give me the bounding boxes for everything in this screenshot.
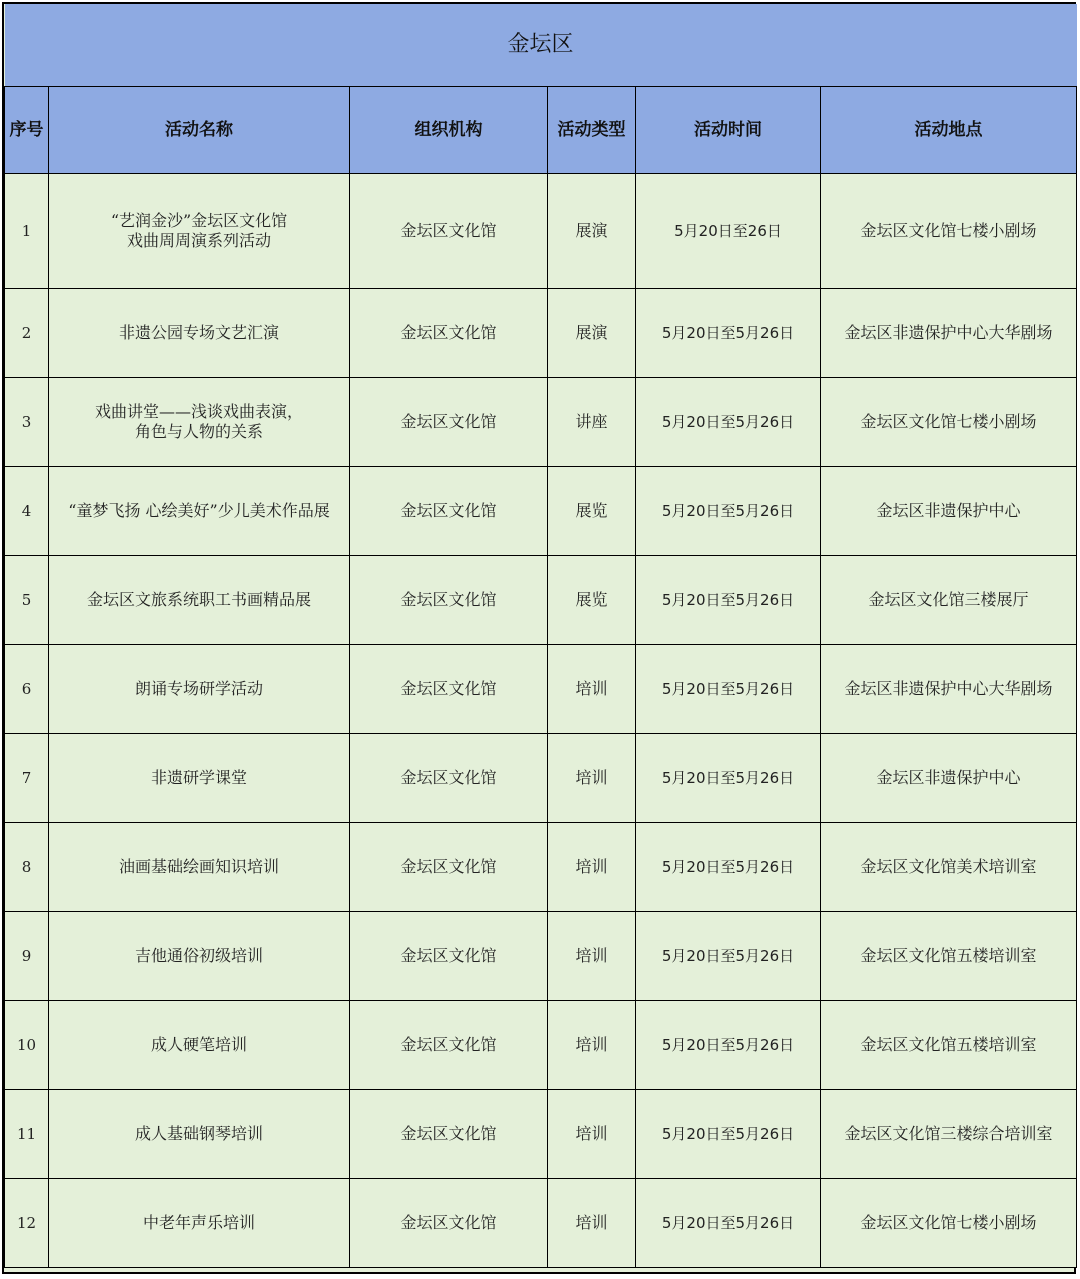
cell-activity-name: 非遗研学课堂 [49, 734, 350, 823]
cell-organization: 金坛区文化馆 [350, 174, 548, 289]
cell-activity-time: 5月20日至5月26日 [636, 378, 821, 467]
table-row [5, 1179, 1077, 1268]
cell-activity-type: 培训 [548, 912, 636, 1001]
table-row [5, 912, 1077, 1001]
cell-activity-time: 5月20日至5月26日 [636, 645, 821, 734]
title-row [5, 4, 1077, 87]
cell-activity-type: 讲座 [548, 378, 636, 467]
schedule-sheet [2, 2, 1076, 1274]
cell-activity-type: 展览 [548, 467, 636, 556]
cell-no: 10 [5, 1001, 49, 1090]
cell-no: 8 [5, 823, 49, 912]
cell-no: 3 [5, 378, 49, 467]
cell-organization: 金坛区文化馆 [350, 645, 548, 734]
cell-activity-type: 展演 [548, 174, 636, 289]
cell-activity-type: 展演 [548, 289, 636, 378]
cell-organization: 金坛区文化馆 [350, 467, 548, 556]
cell-activity-place: 金坛区非遗保护中心大华剧场 [821, 289, 1077, 378]
cell-organization: 金坛区文化馆 [350, 1001, 548, 1090]
cell-activity-time: 5月20日至5月26日 [636, 1090, 821, 1179]
table-row [5, 467, 1077, 556]
cell-activity-place: 金坛区文化馆五楼培训室 [821, 1001, 1077, 1090]
cell-activity-type: 培训 [548, 1001, 636, 1090]
cell-no: 11 [5, 1090, 49, 1179]
cell-activity-place: 金坛区文化馆七楼小剧场 [821, 174, 1077, 289]
table-body [5, 174, 1077, 1268]
cell-organization: 金坛区文化馆 [350, 1179, 548, 1268]
cell-activity-name: 油画基础绘画知识培训 [49, 823, 350, 912]
table-row [5, 1090, 1077, 1179]
table-row [5, 378, 1077, 467]
cell-activity-type: 培训 [548, 1090, 636, 1179]
header-no: 序号 [5, 87, 49, 174]
cell-activity-place: 金坛区文化馆三楼综合培训室 [821, 1090, 1077, 1179]
cell-activity-type: 展览 [548, 556, 636, 645]
cell-no: 1 [5, 174, 49, 289]
cell-organization: 金坛区文化馆 [350, 912, 548, 1001]
cell-activity-time: 5月20日至5月26日 [636, 467, 821, 556]
header-time: 活动时间 [636, 87, 821, 174]
cell-organization: 金坛区文化馆 [350, 734, 548, 823]
cell-activity-type: 培训 [548, 823, 636, 912]
cell-organization: 金坛区文化馆 [350, 1090, 548, 1179]
cell-activity-place: 金坛区文化馆七楼小剧场 [821, 1179, 1077, 1268]
table-row [5, 174, 1077, 289]
cell-organization: 金坛区文化馆 [350, 556, 548, 645]
cell-activity-name: “艺润金沙”金坛区文化馆 戏曲周周演系列活动 [49, 174, 350, 289]
table-row [5, 1001, 1077, 1090]
cell-activity-name: 吉他通俗初级培训 [49, 912, 350, 1001]
cell-activity-place: 金坛区文化馆三楼展厅 [821, 556, 1077, 645]
table-row [5, 823, 1077, 912]
cell-activity-place: 金坛区文化馆美术培训室 [821, 823, 1077, 912]
cell-activity-name: 成人基础钢琴培训 [49, 1090, 350, 1179]
cell-no: 12 [5, 1179, 49, 1268]
table-row [5, 289, 1077, 378]
cell-organization: 金坛区文化馆 [350, 289, 548, 378]
cell-activity-time: 5月20日至5月26日 [636, 1001, 821, 1090]
header-name: 活动名称 [49, 87, 350, 174]
cell-no: 6 [5, 645, 49, 734]
cell-activity-name: “童梦飞扬 心绘美好”少儿美术作品展 [49, 467, 350, 556]
cell-activity-type: 培训 [548, 1179, 636, 1268]
cell-activity-time: 5月20日至5月26日 [636, 556, 821, 645]
cell-no: 4 [5, 467, 49, 556]
header-type: 活动类型 [548, 87, 636, 174]
cell-no: 5 [5, 556, 49, 645]
cell-no: 7 [5, 734, 49, 823]
cell-no: 9 [5, 912, 49, 1001]
table-row [5, 645, 1077, 734]
cell-activity-type: 培训 [548, 645, 636, 734]
header-place: 活动地点 [821, 87, 1077, 174]
cell-activity-place: 金坛区文化馆五楼培训室 [821, 912, 1077, 1001]
cell-activity-place: 金坛区文化馆七楼小剧场 [821, 378, 1077, 467]
cell-organization: 金坛区文化馆 [350, 823, 548, 912]
cell-activity-name: 非遗公园专场文艺汇演 [49, 289, 350, 378]
cell-activity-place: 金坛区非遗保护中心大华剧场 [821, 645, 1077, 734]
cell-activity-name: 金坛区文旅系统职工书画精品展 [49, 556, 350, 645]
cell-activity-time: 5月20日至5月26日 [636, 289, 821, 378]
cell-activity-name: 朗诵专场研学活动 [49, 645, 350, 734]
cell-activity-place: 金坛区非遗保护中心 [821, 734, 1077, 823]
cell-organization: 金坛区文化馆 [350, 378, 548, 467]
cell-activity-place: 金坛区非遗保护中心 [821, 467, 1077, 556]
cell-activity-time: 5月20日至5月26日 [636, 1179, 821, 1268]
table-row [5, 556, 1077, 645]
cell-no: 2 [5, 289, 49, 378]
table-title: 金坛区 [5, 4, 1077, 87]
cell-activity-time: 5月20日至26日 [636, 174, 821, 289]
cell-activity-name: 中老年声乐培训 [49, 1179, 350, 1268]
cell-activity-time: 5月20日至5月26日 [636, 912, 821, 1001]
activity-table [4, 4, 1077, 1268]
cell-activity-time: 5月20日至5月26日 [636, 823, 821, 912]
cell-activity-name: 成人硬笔培训 [49, 1001, 350, 1090]
table-row [5, 734, 1077, 823]
cell-activity-name: 戏曲讲堂——浅谈戏曲表演， 角色与人物的关系 [49, 378, 350, 467]
header-org: 组织机构 [350, 87, 548, 174]
cell-activity-type: 培训 [548, 734, 636, 823]
header-row [5, 87, 1077, 174]
cell-activity-time: 5月20日至5月26日 [636, 734, 821, 823]
